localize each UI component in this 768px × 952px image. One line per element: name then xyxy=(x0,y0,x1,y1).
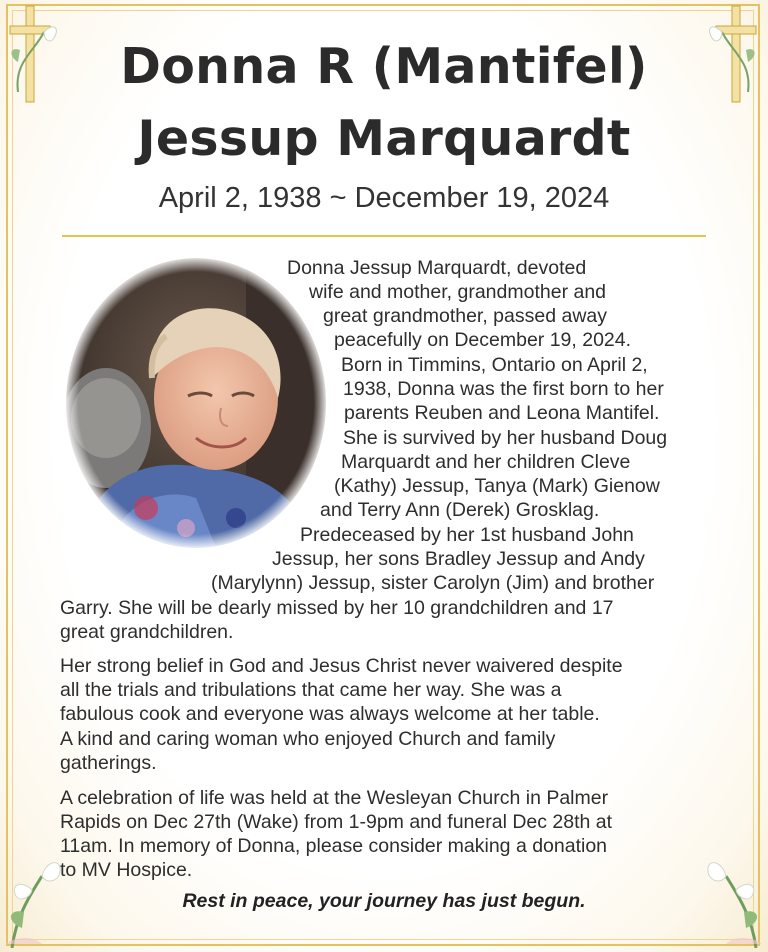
obituary-line: Rapids on Dec 27th (Wake) from 1-9pm and funeral Dec 28th at xyxy=(60,811,613,833)
portrait-illustration xyxy=(66,258,326,548)
obituary-line: A kind and caring woman who enjoyed Church and family xyxy=(60,728,556,750)
obituary-line: Predeceased by her 1st husband John xyxy=(300,524,634,546)
obituary-line: gatherings. xyxy=(60,752,157,774)
deceased-name-line-2: Jessup Marquardt xyxy=(137,110,631,167)
obituary-line: (Marylynn) Jessup, sister Carolyn (Jim) and brother xyxy=(211,572,655,594)
portrait-photo xyxy=(66,258,326,548)
obituary-line: Garry. She will be dearly missed by her 10 grandchildren and 17 xyxy=(60,597,614,619)
obituary-line: and Terry Ann (Derek) Grosklag. xyxy=(320,499,600,521)
closing-message: Rest in peace, your journey has just begun. xyxy=(182,890,586,912)
obituary-line: Born in Timmins, Ontario on April 2, xyxy=(341,354,648,376)
obituary-line: wife and mother, grandmother and xyxy=(309,281,607,303)
obituary-line: (Kathy) Jessup, Tanya (Mark) Gienow xyxy=(334,475,660,497)
obituary-line: Jessup, her sons Bradley Jessup and Andy xyxy=(272,548,645,570)
obituary-line: She is survived by her husband Doug xyxy=(343,427,668,449)
obituary-line: great grandchildren. xyxy=(60,621,234,643)
obituary-line: peacefully on December 19, 2024. xyxy=(334,329,632,351)
obituary-line: all the trials and tribulations that came her way. She was a xyxy=(60,679,562,701)
obituary-line: Donna Jessup Marquardt, devoted xyxy=(287,257,587,279)
obituary-line: A celebration of life was held at the Wesleyan Church in Palmer xyxy=(60,787,609,809)
deceased-name-line-1: Donna R (Mantifel) xyxy=(120,38,648,95)
obituary-line: to MV Hospice. xyxy=(60,859,193,881)
obituary-line: parents Reuben and Leona Mantifel. xyxy=(344,402,660,424)
obituary-line: 11am. In memory of Donna, please consider making a donation xyxy=(60,835,608,857)
obituary-line: great grandmother, passed away xyxy=(323,305,608,327)
gold-divider xyxy=(62,235,706,237)
obituary-line: Her strong belief in God and Jesus Christ never waivered despite xyxy=(60,655,623,677)
obituary-line: 1938, Donna was the first born to her xyxy=(343,378,664,400)
obituary-line: fabulous cook and everyone was always welcome at her table. xyxy=(60,703,600,725)
life-dates: April 2, 1938 ~ December 19, 2024 xyxy=(158,182,610,214)
obituary-line: Marquardt and her children Cleve xyxy=(341,451,631,473)
